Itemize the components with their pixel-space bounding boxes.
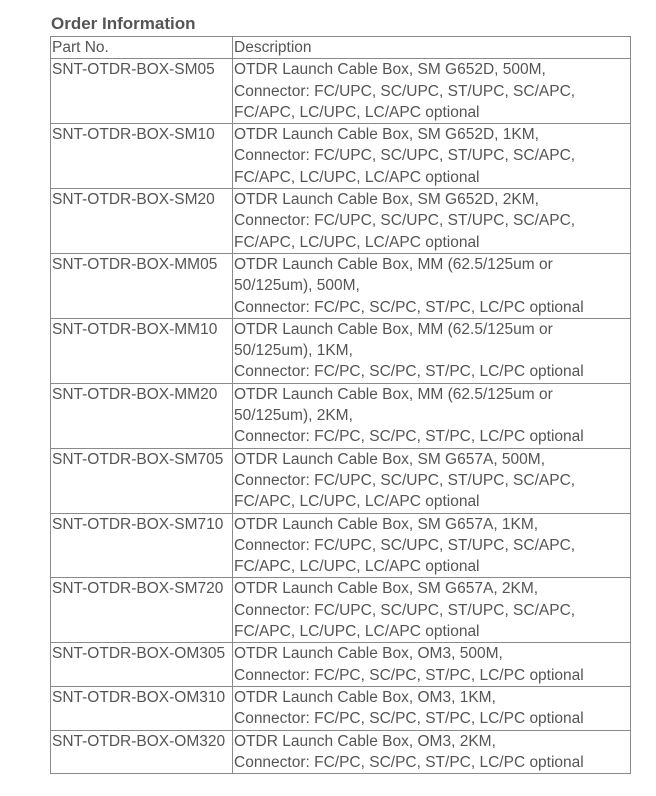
table-row xyxy=(51,513,631,578)
description-line: 50/125um), 2KM, xyxy=(234,407,353,425)
description-cell xyxy=(233,124,631,189)
description-line: OTDR Launch Cable Box, OM3, 1KM, xyxy=(234,688,496,706)
description-cell xyxy=(233,318,631,383)
description-line: Connector: FC/UPC, SC/UPC, ST/UPC, SC/APC, xyxy=(234,82,576,100)
description-cell xyxy=(233,686,631,730)
description-line: Connector: FC/UPC, SC/UPC, ST/UPC, SC/APC, xyxy=(234,147,576,165)
description-line: Connector: FC/UPC, SC/UPC, ST/UPC, SC/APC, xyxy=(234,601,576,619)
table-row xyxy=(51,253,631,318)
description-line: Connector: FC/PC, SC/PC, ST/PC, LC/PC optional xyxy=(234,428,584,446)
description-cell xyxy=(233,448,631,513)
table-row xyxy=(51,643,631,687)
description-line: Connector: FC/PC, SC/PC, ST/PC, LC/PC optional xyxy=(234,710,584,728)
description-line: OTDR Launch Cable Box, SM G657A, 1KM, xyxy=(234,515,539,533)
description-line: FC/APC, LC/UPC, LC/APC optional xyxy=(234,233,480,251)
part-number-cell: SNT-OTDR-BOX-MM20 xyxy=(51,383,233,448)
description-line: FC/APC, LC/UPC, LC/APC optional xyxy=(234,493,480,511)
description-line: Connector: FC/PC, SC/PC, ST/PC, LC/PC optional xyxy=(234,666,584,684)
description-cell xyxy=(233,578,631,643)
description-line: OTDR Launch Cable Box, MM (62.5/125um or xyxy=(234,255,553,273)
description-line: Connector: FC/UPC, SC/UPC, ST/UPC, SC/APC, xyxy=(234,212,576,230)
description-cell xyxy=(233,383,631,448)
part-number-cell: SNT-OTDR-BOX-OM320 xyxy=(51,730,233,774)
description-line: OTDR Launch Cable Box, MM (62.5/125um or xyxy=(234,320,553,338)
part-number-cell: SNT-OTDR-BOX-OM310 xyxy=(51,686,233,730)
part-number-cell: SNT-OTDR-BOX-MM05 xyxy=(51,253,233,318)
part-number-cell: SNT-OTDR-BOX-MM10 xyxy=(51,318,233,383)
table-row xyxy=(51,124,631,189)
description-line: OTDR Launch Cable Box, OM3, 500M, xyxy=(234,645,503,663)
part-number-cell: SNT-OTDR-BOX-SM710 xyxy=(51,513,233,578)
part-number-cell: SNT-OTDR-BOX-OM305 xyxy=(51,643,233,687)
description-cell xyxy=(233,253,631,318)
description-line: Connector: FC/UPC, SC/UPC, ST/UPC, SC/APC, xyxy=(234,471,576,489)
description-line: Connector: FC/UPC, SC/UPC, ST/UPC, SC/APC, xyxy=(234,536,576,554)
description-cell xyxy=(233,730,631,774)
order-table-body xyxy=(51,37,631,774)
description-cell xyxy=(233,643,631,687)
description-line: 50/125um), 1KM, xyxy=(234,342,353,360)
part-number-cell: SNT-OTDR-BOX-SM05 xyxy=(51,59,233,124)
part-number-cell: SNT-OTDR-BOX-SM720 xyxy=(51,578,233,643)
order-table xyxy=(50,36,631,774)
description-line: OTDR Launch Cable Box, OM3, 2KM, xyxy=(234,732,496,750)
description-cell xyxy=(233,59,631,124)
description-line: 50/125um), 500M, xyxy=(234,277,360,295)
header-description: Description xyxy=(233,37,631,59)
part-number-cell: SNT-OTDR-BOX-SM20 xyxy=(51,189,233,254)
part-number-cell: SNT-OTDR-BOX-SM705 xyxy=(51,448,233,513)
description-line: OTDR Launch Cable Box, SM G652D, 2KM, xyxy=(234,191,539,209)
table-row xyxy=(51,59,631,124)
description-line: OTDR Launch Cable Box, SM G652D, 500M, xyxy=(234,61,546,79)
table-row xyxy=(51,730,631,774)
description-line: OTDR Launch Cable Box, SM G657A, 2KM, xyxy=(234,580,539,598)
table-row xyxy=(51,448,631,513)
description-line: FC/APC, LC/UPC, LC/APC optional xyxy=(234,558,480,576)
part-number-cell: SNT-OTDR-BOX-SM10 xyxy=(51,124,233,189)
description-cell xyxy=(233,513,631,578)
table-row xyxy=(51,578,631,643)
description-line: Connector: FC/PC, SC/PC, ST/PC, LC/PC optional xyxy=(234,753,584,771)
description-line: OTDR Launch Cable Box, SM G652D, 1KM, xyxy=(234,126,539,144)
table-row xyxy=(51,318,631,383)
table-header-row xyxy=(51,37,631,59)
section-title: Order Information xyxy=(51,14,196,33)
table-row xyxy=(51,686,631,730)
table-row xyxy=(51,383,631,448)
description-line: Connector: FC/PC, SC/PC, ST/PC, LC/PC optional xyxy=(234,363,584,381)
header-part-no: Part No. xyxy=(51,37,233,59)
table-row xyxy=(51,189,631,254)
description-cell xyxy=(233,189,631,254)
description-line: FC/APC, LC/UPC, LC/APC optional xyxy=(234,168,480,186)
description-line: OTDR Launch Cable Box, SM G657A, 500M, xyxy=(234,450,546,468)
description-line: OTDR Launch Cable Box, MM (62.5/125um or xyxy=(234,385,553,403)
description-line: FC/APC, LC/UPC, LC/APC optional xyxy=(234,103,480,121)
description-line: Connector: FC/PC, SC/PC, ST/PC, LC/PC optional xyxy=(234,298,584,316)
description-line: FC/APC, LC/UPC, LC/APC optional xyxy=(234,623,480,641)
